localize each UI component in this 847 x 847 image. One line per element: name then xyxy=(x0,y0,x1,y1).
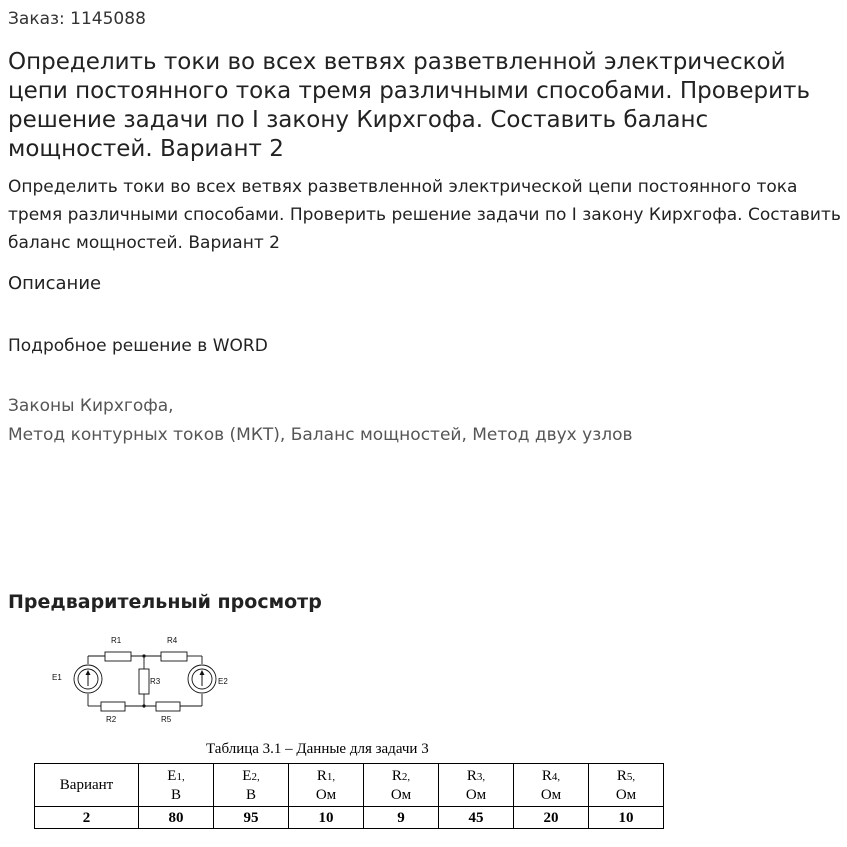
table-row xyxy=(35,807,664,829)
order-number: Заказ: 1145088 xyxy=(8,9,146,29)
cell-variant: 2 xyxy=(35,807,139,829)
header-r3: R3, Ом xyxy=(439,764,514,807)
resistor-r5 xyxy=(156,702,180,711)
circuit-diagram xyxy=(40,628,240,728)
label-r5: R5 xyxy=(161,715,172,724)
label-e1: E1 xyxy=(52,673,62,682)
header-r5: R5, Ом xyxy=(589,764,664,807)
header-e2: E2, В xyxy=(214,764,289,807)
page-title: Определить токи во всех ветвях разветвленной электрической цепи постоянного тока тремя различными способами. Проверить решение задачи по I закону Кирхгофа. Составить баланс мощностей. Вариант 2 xyxy=(8,49,811,162)
table-header-row xyxy=(35,764,664,807)
source-e1 xyxy=(74,665,102,693)
cell-r3: 45 xyxy=(439,807,514,829)
topic-tags xyxy=(8,392,838,450)
cell-e2: 95 xyxy=(214,807,289,829)
cell-r5: 10 xyxy=(589,807,664,829)
task-lead-text: Определить токи во всех ветвях разветвленной электрической цепи постоянного тока тремя различными способами. Проверить решение задачи по I закону Кирхгофа. Составить баланс мощностей. Вариант 2 xyxy=(8,177,841,253)
label-e2: E2 xyxy=(218,677,228,686)
tag-link-kirchhoff[interactable]: Законы Кирхгофа, xyxy=(8,396,174,416)
label-r4: R4 xyxy=(167,636,178,645)
tag-links-methods[interactable]: Метод контурных токов (МКТ), Баланс мощностей, Метод двух узлов xyxy=(8,425,633,445)
resistor-r4 xyxy=(161,652,187,661)
word-solution-note: Подробное решение в WORD xyxy=(8,336,268,356)
description-heading: Описание xyxy=(8,273,102,294)
cell-r4: 20 xyxy=(514,807,589,829)
cell-r2: 9 xyxy=(364,807,439,829)
label-r2: R2 xyxy=(106,715,117,724)
preview-heading: Предварительный просмотр xyxy=(8,591,322,613)
header-r4: R4, Ом xyxy=(514,764,589,807)
resistor-r2 xyxy=(101,702,125,711)
cell-r1: 10 xyxy=(289,807,364,829)
source-e2 xyxy=(188,665,216,693)
label-r1: R1 xyxy=(111,636,122,645)
header-e1: E1, В xyxy=(139,764,214,807)
resistor-r1 xyxy=(105,652,131,661)
header-variant: Вариант xyxy=(35,764,139,807)
header-r2: R2, Ом xyxy=(364,764,439,807)
table-caption: Таблица 3.1 – Данные для задачи 3 xyxy=(206,741,429,757)
header-r1: R1, Ом xyxy=(289,764,364,807)
label-r3: R3 xyxy=(150,677,161,686)
resistor-r3 xyxy=(139,669,149,694)
cell-e1: 80 xyxy=(139,807,214,829)
data-table xyxy=(34,763,664,829)
